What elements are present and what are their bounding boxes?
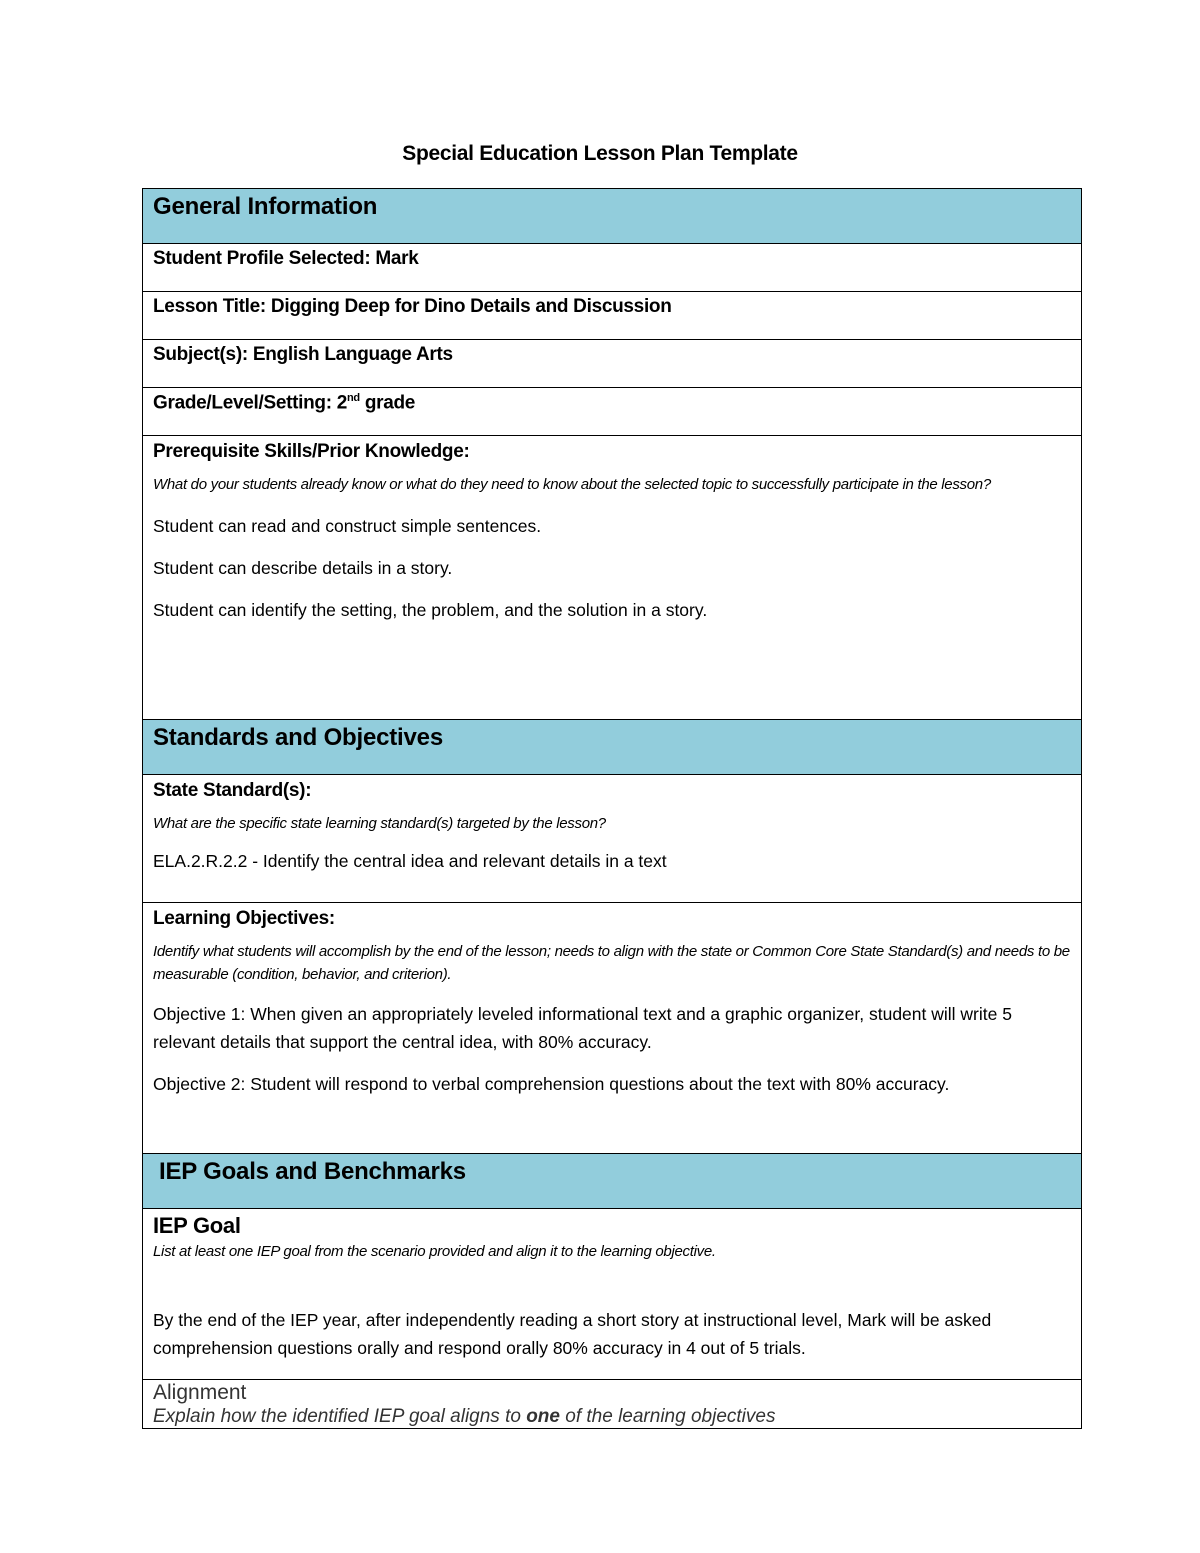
state-standard-field[interactable]	[143, 775, 1082, 903]
prerequisite-label: Prerequisite Skills/Prior Knowledge:	[153, 441, 470, 462]
section-standards-objectives	[143, 720, 1082, 775]
grade-row	[143, 388, 1082, 436]
iep-goal-hint: List at least one IEP goal from the scenario provided and align it to the learning objective.	[153, 1243, 716, 1260]
section-iep-goals	[143, 1154, 1082, 1209]
prerequisite-item: Student can identify the setting, the problem, and the solution in a story.	[153, 600, 708, 620]
alignment-field[interactable]	[143, 1380, 1082, 1429]
alignment-hint-emphasis: one	[526, 1406, 560, 1427]
section-heading: General Information	[143, 189, 1082, 244]
section-heading: Standards and Objectives	[143, 720, 1082, 775]
learning-objectives-label: Learning Objectives:	[153, 908, 335, 929]
state-standard-hint: What are the specific state learning standard(s) targeted by the lesson?	[153, 815, 606, 832]
alignment-row	[143, 1380, 1082, 1429]
iep-goal-field[interactable]	[143, 1209, 1082, 1380]
prerequisite-hint: What do your students already know or what do they need to know about the selected topic to successfully participate in the lesson?	[153, 476, 991, 493]
prerequisite-field[interactable]	[143, 436, 1082, 720]
objective-1: Objective 1: When given an appropriately leveled informational text and a graphic organizer, student will write 5 relevant details that support the central idea, with 80% accuracy.	[153, 1004, 1012, 1052]
iep-goal-label: IEP Goal	[153, 1213, 241, 1238]
alignment-label: Alignment	[153, 1381, 247, 1404]
alignment-hint-end: of the learning objectives	[559, 1406, 776, 1427]
objective-2: Objective 2: Student will respond to verbal comprehension questions about the text with 80% accuracy.	[153, 1074, 950, 1094]
lesson-title-row	[143, 292, 1082, 340]
document-title: Special Education Lesson Plan Template	[402, 142, 798, 165]
subjects-row	[143, 340, 1082, 388]
section-general-information	[143, 189, 1082, 244]
state-standard-label: State Standard(s):	[153, 780, 312, 801]
subjects-field[interactable]: Subject(s): English Language Arts	[143, 340, 1082, 388]
lesson-plan-table	[142, 188, 1082, 1429]
learning-objectives-hint: Identify what students will accomplish by the end of the lesson; needs to align with the state or Common Core State Standard(s) and needs to be measurable (condition, behavior, and criterion).	[153, 943, 1070, 983]
prerequisite-item: Student can read and construct simple sentences.	[153, 516, 542, 536]
student-profile-field[interactable]: Student Profile Selected: Mark	[143, 244, 1082, 292]
iep-goal-value: By the end of the IEP year, after independently reading a short story at instructional level, Mark will be asked comprehension questions orally and respond orally 80% accuracy in 4 out of 5 trials.	[153, 1310, 992, 1358]
grade-ordinal: nd	[347, 392, 360, 404]
student-profile-row	[143, 244, 1082, 292]
grade-field[interactable]	[143, 388, 1082, 436]
learning-objectives-row	[143, 903, 1082, 1154]
prerequisite-item: Student can describe details in a story.	[153, 558, 453, 578]
grade-suffix: grade	[359, 392, 416, 414]
state-standard-row	[143, 775, 1082, 903]
section-heading: IEP Goals and Benchmarks	[143, 1154, 1082, 1209]
state-standard-value: ELA.2.R.2.2 - Identify the central idea and relevant details in a text	[153, 851, 667, 871]
learning-objectives-field[interactable]	[143, 903, 1082, 1154]
lesson-title-field[interactable]: Lesson Title: Digging Deep for Dino Details and Discussion	[143, 292, 1082, 340]
grade-prefix: Grade/Level/Setting: 2	[153, 392, 348, 414]
alignment-hint	[153, 1406, 1071, 1428]
prerequisite-row	[143, 436, 1082, 720]
iep-goal-row	[143, 1209, 1082, 1380]
alignment-hint-start: Explain how the identified IEP goal aligns to	[153, 1406, 527, 1427]
